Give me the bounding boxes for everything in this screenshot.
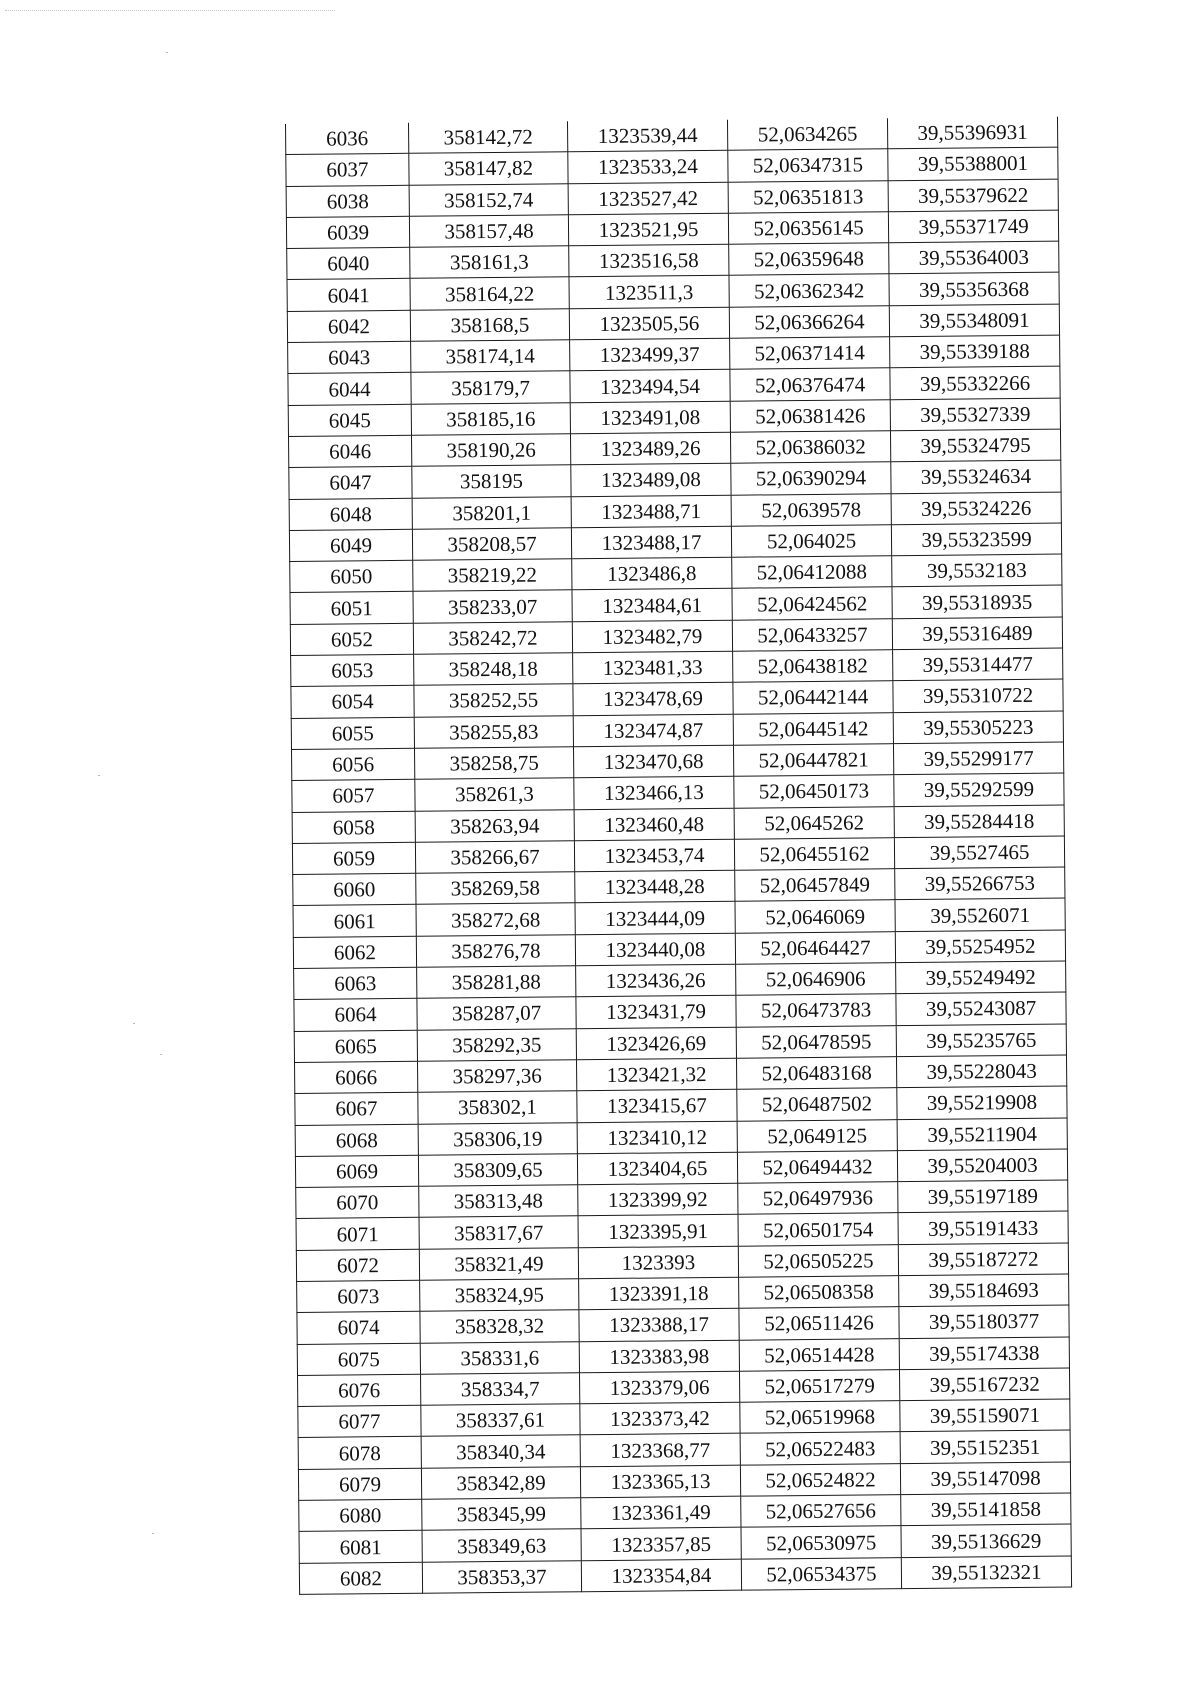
- longitude-cell: 39,55141858: [901, 1493, 1071, 1526]
- point-number-cell: 6078: [298, 1437, 421, 1469]
- longitude-cell: 39,55167232: [899, 1368, 1069, 1401]
- y-coordinate-cell: 1323421,32: [576, 1058, 736, 1091]
- longitude-cell: 39,55379622: [888, 179, 1058, 212]
- x-coordinate-cell: 358258,75: [414, 747, 573, 780]
- latitude-cell: 52,06376474: [730, 368, 890, 401]
- scan-speck: [152, 1533, 154, 1534]
- x-coordinate-cell: 358219,22: [413, 559, 572, 592]
- y-coordinate-cell: 1323354,84: [581, 1559, 741, 1592]
- latitude-cell: 52,06497936: [738, 1182, 898, 1215]
- point-number-cell: 6044: [288, 373, 411, 405]
- point-number-cell: 6075: [297, 1343, 420, 1375]
- longitude-cell: 39,55323599: [891, 523, 1061, 556]
- x-coordinate-cell: 358309,65: [418, 1154, 577, 1187]
- x-coordinate-cell: 358266,67: [415, 841, 574, 874]
- x-coordinate-cell: 358306,19: [418, 1122, 577, 1155]
- latitude-cell: 52,06501754: [738, 1213, 898, 1246]
- point-number-cell: 6050: [290, 560, 413, 592]
- longitude-cell: 39,55152351: [900, 1430, 1070, 1463]
- x-coordinate-cell: 358349,63: [422, 1529, 581, 1562]
- y-coordinate-cell: 1323388,17: [579, 1308, 739, 1341]
- longitude-cell: 39,55292599: [894, 773, 1064, 806]
- y-coordinate-cell: 1323482,79: [572, 620, 732, 653]
- y-coordinate-cell: 1323489,26: [570, 432, 730, 465]
- longitude-cell: 39,55339188: [890, 335, 1060, 368]
- longitude-cell: 39,55219908: [897, 1086, 1067, 1119]
- point-number-cell: 6051: [290, 592, 413, 624]
- x-coordinate-cell: 358334,7: [421, 1373, 580, 1406]
- latitude-cell: 52,06359648: [729, 243, 889, 276]
- x-coordinate-cell: 358201,1: [412, 496, 571, 529]
- longitude-cell: 39,55180377: [899, 1305, 1069, 1338]
- latitude-cell: 52,06530975: [741, 1526, 901, 1559]
- point-number-cell: 6047: [289, 467, 412, 499]
- point-number-cell: 6036: [285, 123, 408, 155]
- latitude-cell: 52,06450173: [734, 775, 894, 808]
- y-coordinate-cell: 1323395,91: [578, 1215, 738, 1248]
- point-number-cell: 6068: [295, 1124, 418, 1156]
- scan-artifact-line: [5, 10, 335, 11]
- x-coordinate-cell: 358340,34: [421, 1435, 580, 1468]
- point-number-cell: 6045: [288, 404, 411, 436]
- point-number-cell: 6038: [286, 185, 409, 217]
- point-number-cell: 6082: [299, 1562, 422, 1594]
- y-coordinate-cell: 1323466,13: [574, 776, 734, 809]
- y-coordinate-cell: 1323415,67: [577, 1089, 737, 1122]
- y-coordinate-cell: 1323404,65: [577, 1152, 737, 1185]
- latitude-cell: 52,06511426: [739, 1307, 899, 1340]
- latitude-cell: 52,0646906: [736, 963, 896, 996]
- longitude-cell: 39,55228043: [896, 1055, 1066, 1088]
- point-number-cell: 6064: [294, 999, 417, 1031]
- y-coordinate-cell: 1323383,98: [579, 1340, 739, 1373]
- x-coordinate-cell: 358208,57: [412, 528, 571, 561]
- latitude-cell: 52,06473783: [736, 994, 896, 1027]
- y-coordinate-cell: 1323426,69: [576, 1027, 736, 1060]
- x-coordinate-cell: 358164,22: [410, 277, 569, 310]
- latitude-cell: 52,06447821: [733, 744, 893, 777]
- point-number-cell: 6076: [298, 1374, 421, 1406]
- y-coordinate-cell: 1323361,49: [581, 1496, 741, 1529]
- latitude-cell: 52,06464427: [735, 931, 895, 964]
- longitude-cell: 39,55396931: [887, 117, 1057, 149]
- latitude-cell: 52,06522483: [740, 1432, 900, 1465]
- longitude-cell: 39,55266753: [895, 867, 1065, 900]
- point-number-cell: 6079: [298, 1468, 421, 1500]
- y-coordinate-cell: 1323521,95: [568, 213, 728, 246]
- x-coordinate-cell: 358302,1: [418, 1091, 577, 1124]
- x-coordinate-cell: 358195: [412, 465, 571, 498]
- point-number-cell: 6049: [289, 529, 412, 561]
- coordinates-table-body: [285, 117, 1071, 1595]
- longitude-cell: 39,55348091: [889, 304, 1059, 337]
- longitude-cell: 39,55197189: [898, 1180, 1068, 1213]
- scan-speck: [166, 52, 168, 53]
- scan-speck: [98, 775, 100, 776]
- point-number-cell: 6042: [287, 310, 410, 342]
- longitude-cell: 39,55235765: [896, 1024, 1066, 1057]
- longitude-cell: 39,55136629: [901, 1524, 1071, 1557]
- scan-speck: [133, 1023, 135, 1024]
- point-number-cell: 6071: [296, 1218, 419, 1250]
- longitude-cell: 39,55364003: [889, 241, 1059, 274]
- latitude-cell: 52,0646069: [735, 900, 895, 933]
- latitude-cell: 52,06381426: [730, 399, 890, 432]
- x-coordinate-cell: 358255,83: [414, 715, 573, 748]
- x-coordinate-cell: 358190,26: [411, 434, 570, 467]
- latitude-cell: 52,06356145: [728, 212, 888, 245]
- latitude-cell: 52,0634265: [727, 118, 887, 150]
- latitude-cell: 52,06351813: [728, 180, 888, 213]
- point-number-cell: 6055: [291, 717, 414, 749]
- point-number-cell: 6065: [294, 1030, 417, 1062]
- longitude-cell: 39,55316489: [892, 617, 1062, 650]
- latitude-cell: 52,06505225: [738, 1244, 898, 1277]
- longitude-cell: 39,5527465: [894, 836, 1064, 869]
- latitude-cell: 52,06438182: [733, 650, 893, 683]
- point-number-cell: 6063: [294, 967, 417, 999]
- x-coordinate-cell: 358317,67: [419, 1216, 578, 1249]
- x-coordinate-cell: 358331,6: [420, 1341, 579, 1374]
- point-number-cell: 6043: [288, 341, 411, 373]
- longitude-cell: 39,55243087: [896, 992, 1066, 1025]
- latitude-cell: 52,06494432: [737, 1150, 897, 1183]
- y-coordinate-cell: 1323491,08: [570, 401, 730, 434]
- longitude-cell: 39,55324634: [891, 460, 1061, 493]
- latitude-cell: 52,06412088: [732, 556, 892, 589]
- latitude-cell: 52,06366264: [729, 305, 889, 338]
- point-number-cell: 6040: [287, 247, 410, 279]
- latitude-cell: 52,0645262: [734, 806, 894, 839]
- longitude-cell: 39,55187272: [898, 1243, 1068, 1276]
- point-number-cell: 6037: [286, 154, 409, 186]
- x-coordinate-cell: 358174,14: [411, 340, 570, 373]
- longitude-cell: 39,55299177: [893, 742, 1063, 775]
- latitude-cell: 52,06478595: [736, 1025, 896, 1058]
- y-coordinate-cell: 1323373,42: [580, 1402, 740, 1435]
- point-number-cell: 6077: [298, 1405, 421, 1437]
- y-coordinate-cell: 1323436,26: [576, 964, 736, 997]
- latitude-cell: 52,06362342: [729, 274, 889, 307]
- x-coordinate-cell: 358297,36: [418, 1060, 577, 1093]
- x-coordinate-cell: 358353,37: [422, 1560, 581, 1593]
- x-coordinate-cell: 358337,61: [421, 1404, 580, 1437]
- longitude-cell: 39,55305223: [893, 711, 1063, 744]
- point-number-cell: 6059: [292, 842, 415, 874]
- longitude-cell: 39,5532183: [892, 554, 1062, 587]
- latitude-cell: 52,06527656: [741, 1495, 901, 1528]
- longitude-cell: 39,55327339: [890, 398, 1060, 431]
- latitude-cell: 52,06386032: [730, 431, 890, 464]
- y-coordinate-cell: 1323365,13: [580, 1465, 740, 1498]
- y-coordinate-cell: 1323470,68: [573, 745, 733, 778]
- y-coordinate-cell: 1323448,28: [575, 870, 735, 903]
- y-coordinate-cell: 1323486,8: [572, 557, 732, 590]
- longitude-cell: 39,55388001: [888, 147, 1058, 180]
- longitude-cell: 39,55159071: [900, 1399, 1070, 1432]
- longitude-cell: 39,55324795: [890, 429, 1060, 462]
- x-coordinate-cell: 358292,35: [417, 1028, 576, 1061]
- y-coordinate-cell: 1323431,79: [576, 996, 736, 1029]
- x-coordinate-cell: 358233,07: [413, 590, 572, 623]
- y-coordinate-cell: 1323357,85: [581, 1528, 741, 1561]
- y-coordinate-cell: 1323391,18: [579, 1277, 739, 1310]
- point-number-cell: 6046: [288, 435, 411, 467]
- x-coordinate-cell: 358161,3: [410, 246, 569, 279]
- point-number-cell: 6070: [296, 1186, 419, 1218]
- latitude-cell: 52,064025: [731, 525, 891, 558]
- longitude-cell: 39,55147098: [900, 1462, 1070, 1495]
- point-number-cell: 6053: [291, 654, 414, 686]
- y-coordinate-cell: 1323444,09: [575, 902, 735, 935]
- latitude-cell: 52,06519968: [740, 1401, 900, 1434]
- latitude-cell: 52,06457849: [735, 869, 895, 902]
- x-coordinate-cell: 358281,88: [417, 966, 576, 999]
- y-coordinate-cell: 1323478,69: [573, 683, 733, 716]
- x-coordinate-cell: 358324,95: [420, 1279, 579, 1312]
- latitude-cell: 52,06433257: [732, 618, 892, 651]
- y-coordinate-cell: 1323488,17: [571, 526, 731, 559]
- longitude-cell: 39,55211904: [897, 1118, 1067, 1151]
- scan-speck: [160, 1054, 162, 1055]
- y-coordinate-cell: 1323440,08: [575, 933, 735, 966]
- y-coordinate-cell: 1323511,3: [569, 276, 729, 309]
- y-coordinate-cell: 1323527,42: [568, 182, 728, 215]
- x-coordinate-cell: 358157,48: [409, 215, 568, 248]
- y-coordinate-cell: 1323474,87: [573, 714, 733, 747]
- latitude-cell: 52,06445142: [733, 712, 893, 745]
- point-number-cell: 6060: [293, 873, 416, 905]
- longitude-cell: 39,55356368: [889, 273, 1059, 306]
- latitude-cell: 52,0639578: [731, 493, 891, 526]
- latitude-cell: 52,06508358: [739, 1276, 899, 1309]
- latitude-cell: 52,06487502: [737, 1088, 897, 1121]
- table-row: [299, 1556, 1071, 1595]
- latitude-cell: 52,06390294: [731, 462, 891, 495]
- longitude-cell: 39,55204003: [897, 1149, 1067, 1182]
- point-number-cell: 6058: [292, 811, 415, 843]
- y-coordinate-cell: 1323516,58: [569, 244, 729, 277]
- point-number-cell: 6081: [299, 1531, 422, 1563]
- latitude-cell: 52,06517279: [739, 1370, 899, 1403]
- x-coordinate-cell: 358168,5: [410, 309, 569, 342]
- point-number-cell: 6061: [293, 905, 416, 937]
- latitude-cell: 52,06455162: [734, 838, 894, 871]
- longitude-cell: 39,55324226: [891, 492, 1061, 525]
- y-coordinate-cell: 1323460,48: [574, 808, 734, 841]
- latitude-cell: 52,06424562: [732, 587, 892, 620]
- y-coordinate-cell: 1323489,08: [571, 464, 731, 497]
- x-coordinate-cell: 358185,16: [411, 402, 570, 435]
- y-coordinate-cell: 1323488,71: [571, 495, 731, 528]
- longitude-cell: 39,55284418: [894, 805, 1064, 838]
- longitude-cell: 39,55310722: [893, 679, 1063, 712]
- x-coordinate-cell: 358242,72: [413, 622, 572, 655]
- longitude-cell: 39,55174338: [899, 1337, 1069, 1370]
- x-coordinate-cell: 358179,7: [411, 371, 570, 404]
- coordinates-table: [285, 117, 1072, 1595]
- point-number-cell: 6041: [287, 279, 410, 311]
- longitude-cell: 39,5526071: [895, 898, 1065, 931]
- latitude-cell: 52,06534375: [741, 1557, 901, 1590]
- y-coordinate-cell: 1323484,61: [572, 589, 732, 622]
- point-number-cell: 6080: [299, 1499, 422, 1531]
- latitude-cell: 52,06514428: [739, 1338, 899, 1371]
- longitude-cell: 39,55249492: [896, 961, 1066, 994]
- point-number-cell: 6066: [295, 1061, 418, 1093]
- point-number-cell: 6067: [295, 1092, 418, 1124]
- y-coordinate-cell: 1323379,06: [579, 1371, 739, 1404]
- x-coordinate-cell: 358252,55: [414, 684, 573, 717]
- x-coordinate-cell: 358287,07: [417, 997, 576, 1030]
- longitude-cell: 39,55314477: [893, 648, 1063, 681]
- latitude-cell: 52,06483168: [736, 1057, 896, 1090]
- x-coordinate-cell: 358261,3: [415, 778, 574, 811]
- point-number-cell: 6069: [295, 1155, 418, 1187]
- y-coordinate-cell: 1323453,74: [574, 839, 734, 872]
- latitude-cell: 52,06371414: [730, 337, 890, 370]
- x-coordinate-cell: 358263,94: [415, 809, 574, 842]
- latitude-cell: 52,06442144: [733, 681, 893, 714]
- longitude-cell: 39,55318935: [892, 586, 1062, 619]
- longitude-cell: 39,55191433: [898, 1211, 1068, 1244]
- y-coordinate-cell: 1323499,37: [570, 338, 730, 371]
- x-coordinate-cell: 358269,58: [416, 872, 575, 905]
- point-number-cell: 6054: [291, 686, 414, 718]
- latitude-cell: 52,06347315: [728, 149, 888, 182]
- y-coordinate-cell: 1323410,12: [577, 1121, 737, 1154]
- y-coordinate-cell: 1323533,24: [568, 151, 728, 184]
- y-coordinate-cell: 1323368,77: [580, 1434, 740, 1467]
- longitude-cell: 39,55132321: [901, 1556, 1071, 1589]
- y-coordinate-cell: 1323481,33: [573, 651, 733, 684]
- y-coordinate-cell: 1323393: [578, 1246, 738, 1279]
- point-number-cell: 6062: [293, 936, 416, 968]
- x-coordinate-cell: 358248,18: [414, 653, 573, 686]
- longitude-cell: 39,55254952: [895, 930, 1065, 963]
- x-coordinate-cell: 358345,99: [422, 1498, 581, 1531]
- point-number-cell: 6052: [290, 623, 413, 655]
- latitude-cell: 52,0649125: [737, 1119, 897, 1152]
- x-coordinate-cell: 358142,72: [408, 121, 567, 153]
- longitude-cell: 39,55332266: [890, 366, 1060, 399]
- x-coordinate-cell: 358147,82: [409, 152, 568, 185]
- y-coordinate-cell: 1323399,92: [578, 1183, 738, 1216]
- point-number-cell: 6074: [297, 1312, 420, 1344]
- x-coordinate-cell: 358276,78: [416, 934, 575, 967]
- y-coordinate-cell: 1323505,56: [569, 307, 729, 340]
- point-number-cell: 6039: [286, 216, 409, 248]
- x-coordinate-cell: 358321,49: [419, 1247, 578, 1280]
- point-number-cell: 6073: [297, 1280, 420, 1312]
- x-coordinate-cell: 358342,89: [421, 1466, 580, 1499]
- x-coordinate-cell: 358313,48: [419, 1185, 578, 1218]
- longitude-cell: 39,55371749: [888, 210, 1058, 243]
- latitude-cell: 52,06524822: [740, 1463, 900, 1496]
- longitude-cell: 39,55184693: [899, 1274, 1069, 1307]
- x-coordinate-cell: 358152,74: [409, 183, 568, 216]
- point-number-cell: 6057: [292, 780, 415, 812]
- x-coordinate-cell: 358328,32: [420, 1310, 579, 1343]
- point-number-cell: 6048: [289, 498, 412, 530]
- point-number-cell: 6056: [292, 748, 415, 780]
- y-coordinate-cell: 1323494,54: [570, 370, 730, 403]
- x-coordinate-cell: 358272,68: [416, 903, 575, 936]
- point-number-cell: 6072: [296, 1249, 419, 1281]
- y-coordinate-cell: 1323539,44: [567, 120, 727, 152]
